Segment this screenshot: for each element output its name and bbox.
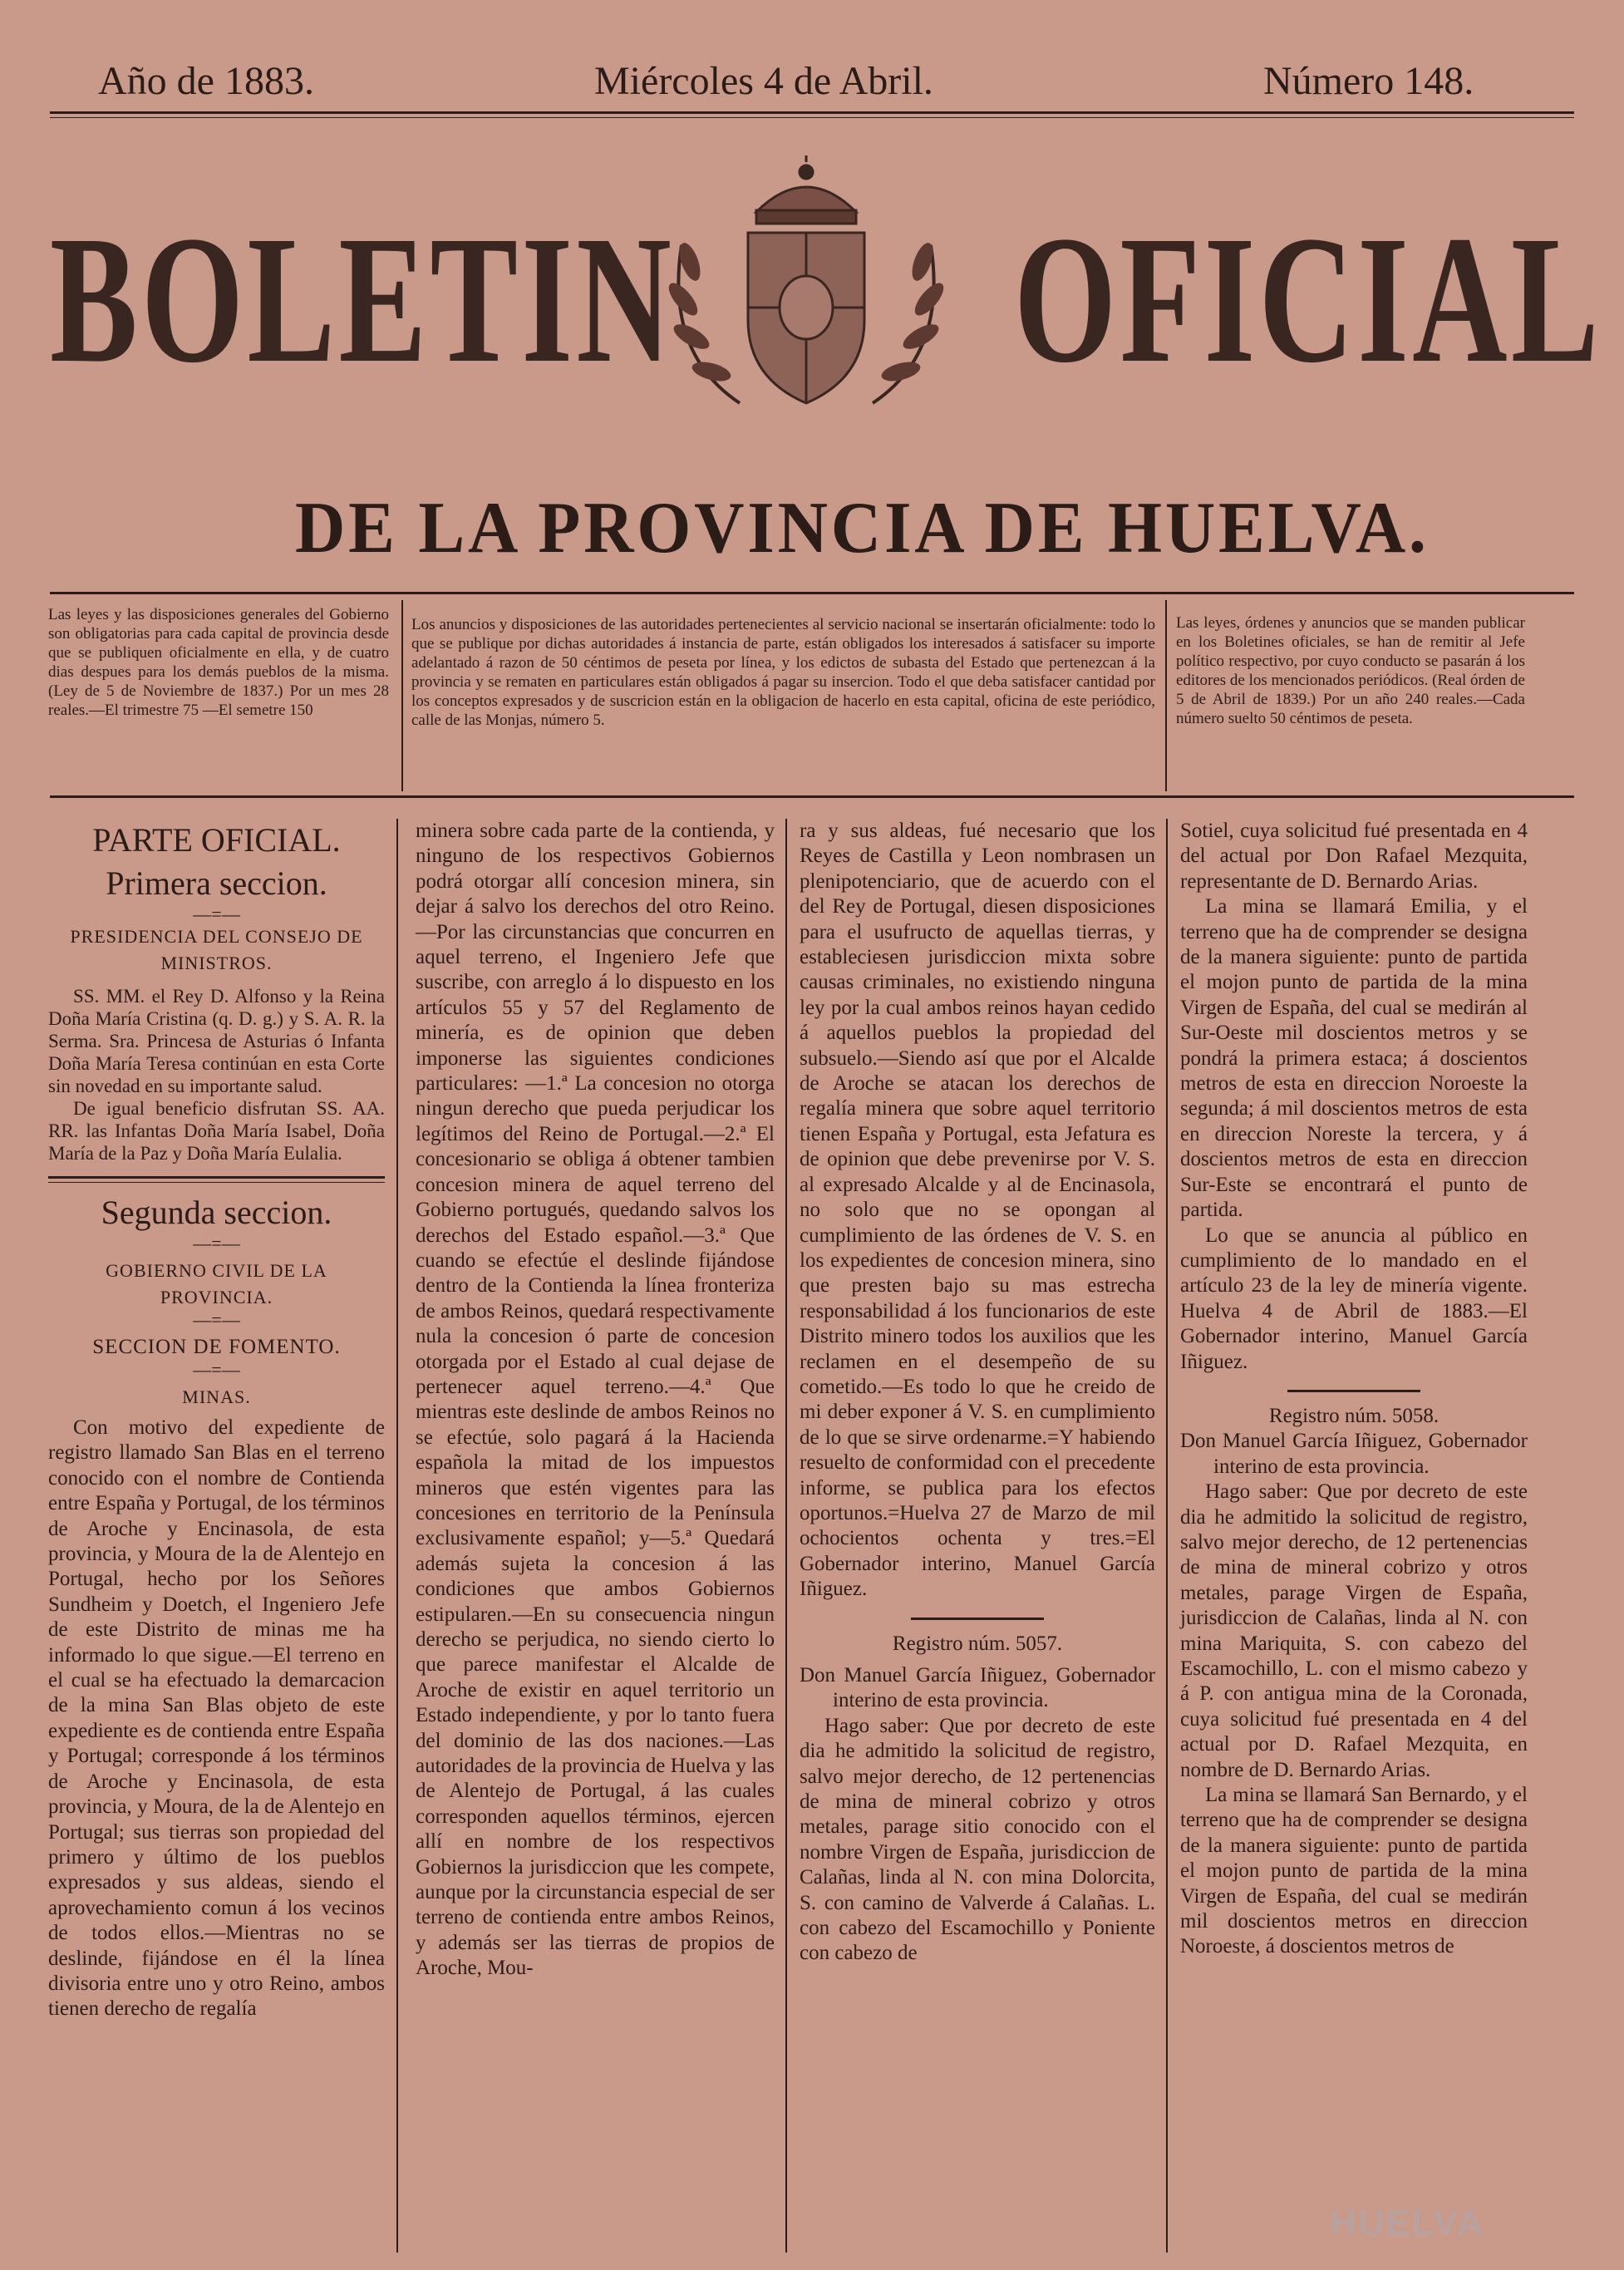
paragraph: Don Manuel García Iñiguez, Gobernador interino de esta provincia. [1180,1430,1528,1478]
top-rule-thin [50,117,1574,118]
paragraph: SS. MM. el Rey D. Alfonso y la Reina Doña María Cristina (q. D. g.) y S. A. R. la Serma. Sra. Princesa de Asturias ó Infanta Doña María Teresa continúan en esta Corte sin novedad en su importante salud. [48,986,385,1096]
short-rule [911,1618,1044,1620]
registro-heading: Registro núm. 5058. [1268,1404,1439,1427]
notice-divider-2 [1165,600,1167,791]
paragraph: ra y sus aldeas, fué necesario que los Reyes de Castilla y Leon nombrasen un plenipotenciario, que de acuerdo con el del Rey de Portugal, diesen disposiciones para el usufructo de aquellas tierras, y estableciesen jurisdiccion mixta sobre causas criminales, no existiendo ninguna ley por la cual ambos reinos hayan cedido á aquellos pueblos la propiedad del subsuelo.—Siendo así que por el Alcalde de Aroche se atacan los derechos de regalía minera que sobre aquel territorio tienen España y Portugal, esta Jefatura es de opinion que debe prevenirse por V. S. al expresado Alcalde y al de Encinasola, no solo que no se opongan al cumplimiento de las órdenes de V. S. en los expedientes de concesion minera, sino que presten bajo su mas estrecha responsabilidad á los funcionarios de este Distrito minero todos los auxilios que les reclamen en el desempeño de su cometido.—Es todo lo que he creido de mi deber exponer á V. S. en cumplimiento de lo que se sirve ordenarme.=Y habiendo resuelto de conformidad con el precedente informe, se publica para los efectos oportunos.=Huelva 27 de Marzo de mil ochocientos ochenta y tres.=El Gobernador interino, Manuel García Iñiguez. [800,820,1155,1601]
paragraph: minera sobre cada parte de la contienda, y ninguno de los respectivos Gobiernos podrá otorgar allí concesion minera, sin dejar á salvo los derechos del otro Reino.—Por las circunstancias que concurren en aquel terreno, el Ingeniero Jefe que suscribe, con arreglo á lo dispuesto en los artículos 55 y 57 del Reglamento de minería, es de opinion que deben imponerse las siguientes condiciones particulares: —1.ª La concesion no otorga ningun derecho que pueda perjudicar los legítimos del Reino de Portugal.—2.ª El concesionario se obliga á obtener tambien concesion minera de aquel terreno del Gobierno portugués, quedando salvos los derechos del Estado español.—3.ª Que cuando se efectúe el deslinde fijándose dentro de la Contienda la línea fronteriza de ambos Reinos, quedará respectivamente nula la concesion ó parte de concesion otorgada por el Estado al cual dejase de pertenecer aquel terreno.—4.ª Que mientras este deslinde de ambos Reinos no se efectúe, solo pagará á la Hacienda española la mitad de los impuestos mineros que estén vigentes para las concesiones en territorio de la Península exclusivamente español; y—5.ª Quedará además sujeta la concesion á las condiciones que ambos Gobiernos estipularen.—En su consecuencia ningun derecho se perjudica, no siendo cierto lo que parece manifestar el Alcalde de Aroche de existir en aquel territorio un Estado independiente, y por lo tanto fuera del dominio de las dos naciones.—Las autoridades de la provincia de Huelva y las de Alentejo de Portugal, á las cuales corresponden aquellos términos, ejercen allí en nombre de los respectivos Gobiernos la jurisdiccion que les compete, aunque por la circunstancia especial de ser terreno de contienda entre ambos Reinos, y además ser las tierras de propios de Aroche, Mou- [416,820,775,1980]
masthead-boletin: BOLETIN [50,198,676,401]
column-1 [48,819,385,2022]
column-3 [800,819,1155,1967]
notice-left: Las leyes y las disposiciones generales del Gobierno son obligatorias para cada capital de provincia desde que se publiquen oficialmente en ella, y de cuatro dias despues para los demás pueblos de la misma. (Ley de 5 de Noviembre de 1837.) Por un mes 28 reales.—El trimestre 75 —El semetre 150 [48,606,389,719]
coat-of-arms-emblem [632,154,981,436]
paragraph: Sotiel, cuya solicitud fué presentada en 4 del actual por Don Rafael Mezquita, representante de D. Bernardo Arias. [1180,820,1528,893]
separator: —=— [193,1359,240,1380]
column-divider-3 [1166,819,1168,2253]
separator: —=— [193,904,240,924]
paragraph: Con motivo del expediente de registro llamado San Blas en el terreno conocido con el nombre de Contienda entre España y Portugal, de los términos de Aroche y Encinasola, de esta provincia, y Moura de la de Alentejo en Portugal, hecho por los Señores Sundheim y Doetch, el Ingeniero Jefe de este Distrito de minas me ha informado lo que sigue.—El terreno en el cual se ha efectuado la demarcacion de la mina San Blas objeto de este expediente es de contienda entre España y Portugal; corresponde á los términos de Aroche y Encinasola, de esta provincia, y Moura, de la de Alentejo en Portugal; sus tierras son propiedad del primero y último de los pueblos expresados y sus aldeas, siendo el aprovechamiento comun á los vecinos de todos ellos.—Mientras no se deslinde, fijándose en él la línea divisoria entre uno y otro Reino, ambos tienen derecho de regalía [48,1416,385,2021]
presidencia-heading: PRESIDENCIA DEL CONSEJO DE MINISTROS. [70,926,363,973]
parte-oficial-heading: PARTE OFICIAL. [92,821,341,859]
column-2 [416,819,775,1982]
notice-divider-1 [401,600,403,791]
year-label: Año de 1883. [98,59,314,103]
minas-heading: MINAS. [182,1386,251,1407]
separator: —=— [193,1309,240,1330]
paragraph: Hago saber: Que por decreto de este dia he admitido la solicitud de registro, salvo mejor derecho, de 12 pertenencias de mina de mineral cobrizo y otros metales, parage sitio conocido con el nombre Virgen de España, jurisdiccion de Calañas, linda al N. con mina Dolorcita, S. con camino de Valverde á Calañas. L. con cabezo del Escamochillo y Poniente con cabezo de [800,1714,1155,1965]
notice-right: Las leyes, órdenes y anuncios que se manden publicar en los Boletines oficiales, se han de remitir al Jefe político respectivo, por cuyo conducto se pasarán á los editores de los mencionados periódicos. (Real órden de 5 de Abril de 1839.) Por un año 240 reales.—Cada número suelto 50 céntimos de peseta. [1176,614,1525,727]
column-divider-2 [785,819,787,2253]
notice-center: Los anuncios y disposiciones de las autoridades pertenecientes al servicio nacional se insertarán oficialmente: todo lo que se publique por dichas autoridades á instancia de parte, están obligados los interesados á satisfacer su importe adelantado á razon de 50 céntimos de peseta por línea, y los edictos de subasta del Estado que pertenezcan á la provincia y se rematen en particulares están obligados á pagar su insercion. Todo el que deba satisfacer cantidad por los conceptos expresados y de suscricion están en la obligacion de hacerlo en esta capital, oficina de este periódico, calle de las Monjas, número 5. [411,616,1155,729]
paragraph: Lo que se anuncia al público en cumplimiento de lo mandado en el artículo 23 de la ley de minería vigente. Huelva 4 de Abril de 1883.—El Gobernador interino, Manuel García Iñiguez. [1180,1224,1528,1373]
paragraph: Hago saber: Que por decreto de este dia he admitido la solicitud de registro, salvo mejor derecho, de 12 pertenencias de mina de mineral cobrizo y otros metales, parage Virgen de España, jurisdiccion de Calañas, linda al N. con mina Mariquita, S. con cabezo del Escamochillo, L. con el mismo cabezo y á P. con antigua mina de la Coronada, cuya solicitud fué presentada en 4 del actual por D. Rafael Mezquita, en nombre de D. Bernardo Arias. [1180,1480,1528,1781]
fomento-heading: SECCION DE FOMENTO. [92,1336,341,1358]
paragraph: La mina se llamará San Bernardo, y el terreno que ha de comprender se designa de la manera siguiente: punto de partida el mojon punto de partida de la mina Virgen de España, del cual se medirán mil doscientos metros en direccion Noroeste, á doscientos metros de [1180,1784,1528,1958]
column-divider-1 [396,819,398,2253]
segunda-seccion-heading: Segunda seccion. [101,1194,332,1231]
notice-rule-top [50,592,1574,594]
short-rule [1287,1390,1420,1392]
top-rule [50,111,1574,114]
registro-heading: Registro núm. 5057. [892,1632,1063,1655]
issue-number: Número 148. [1263,59,1474,103]
archive-watermark: HUELVA [1330,2203,1485,2243]
primera-seccion-heading: Primera seccion. [106,864,327,902]
notice-rule-bottom [50,795,1574,798]
section-rule [48,1176,385,1183]
date-label: Miércoles 4 de Abril. [594,59,933,103]
gobierno-heading: GOBIERNO CIVIL DE LA PROVINCIA. [106,1260,327,1307]
paragraph: La mina se llamará Emilia, y el terreno que ha de comprender se designa de la manera siguiente: punto de partida el mojon punto de partida de la mina Virgen de España, del cual se medirán al Sur-Oeste mil doscientos metros y se pondrá la primera estaca; á doscientos metros de esta en direccion Noroeste la segunda; á mil doscientos metros de esta en direccion Noreste la tercera, y á doscientos metros de esta en direccion Sur-Este se encontrará el punto de partida. [1180,895,1528,1222]
paragraph: Don Manuel García Iñiguez, Gobernador interino de esta provincia. [800,1664,1155,1712]
masthead-oficial: OFICIAL [1014,198,1602,401]
masthead-subtitle: DE LA PROVINCIA DE HUELVA. [295,488,1430,569]
paragraph: De igual beneficio disfrutan SS. AA. RR. las Infantas Doña María Isabel, Doña María de la Paz y Doña María Eulalia. [48,1098,385,1164]
separator: —=— [193,1233,240,1253]
dateline [0,58,1624,116]
column-4 [1180,819,1528,1960]
